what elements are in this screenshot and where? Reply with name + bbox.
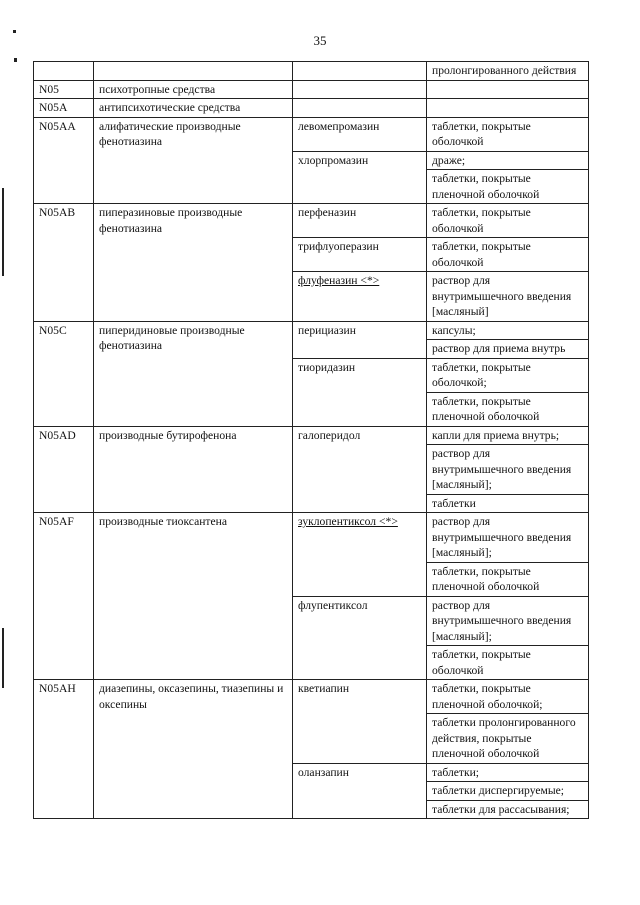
atc-code-cell: N05AB: [34, 204, 94, 322]
drug-name-cell: флуфеназин <*>: [293, 272, 427, 322]
pharmacological-group-cell: производные тиоксантена: [94, 513, 293, 680]
dosage-form-cell: [427, 80, 589, 99]
drug-name-cell: оланзапин: [293, 763, 427, 819]
dosage-form-cell: таблетки, покрытые пленочной оболочкой: [427, 562, 589, 596]
dosage-form-cell: таблетки, покрытые оболочкой: [427, 646, 589, 680]
dosage-form-cell: таблетки пролонгированного действия, покрытые пленочной оболочкой: [427, 714, 589, 764]
drug-name-cell: хлорпромазин: [293, 151, 427, 204]
drug-name-cell: флупентиксол: [293, 596, 427, 680]
page-number: 35: [313, 33, 327, 48]
dosage-form-cell: пролонгированного действия: [427, 62, 589, 81]
dosage-form-cell: капли для приема внутрь;: [427, 426, 589, 445]
dosage-form-cell: таблетки диспергируемые;: [427, 782, 589, 801]
dosage-form-cell: таблетки, покрытые оболочкой: [427, 204, 589, 238]
dosage-form-cell: таблетки, покрытые оболочкой: [427, 238, 589, 272]
dosage-form-cell: таблетки, покрытые пленочной оболочкой: [427, 392, 589, 426]
dosage-form-cell: таблетки, покрытые пленочной оболочкой: [427, 170, 589, 204]
drug-name-cell: левомепромазин: [293, 117, 427, 151]
pharmacological-group-cell: диазепины, оксазепины, тиазепины и оксепины: [94, 680, 293, 819]
dosage-form-cell: таблетки: [427, 494, 589, 513]
scan-artifact-mark: [2, 188, 4, 276]
drug-name-cell: тиоридазин: [293, 358, 427, 426]
table-row: [34, 321, 589, 340]
table-row: [34, 513, 589, 563]
dosage-form-cell: капсулы;: [427, 321, 589, 340]
dosage-form-cell: раствор для приема внутрь: [427, 340, 589, 359]
drug-name-cell: [293, 62, 427, 81]
dosage-form-cell: таблетки, покрытые пленочной оболочкой;: [427, 680, 589, 714]
drug-name-cell: перфеназин: [293, 204, 427, 238]
pharmacological-group-cell: пиперидиновые производные фенотиазина: [94, 321, 293, 426]
dosage-form-cell: раствор для внутримышечного введения [масляный]: [427, 272, 589, 322]
atc-code-cell: N05C: [34, 321, 94, 426]
dosage-form-cell: раствор для внутримышечного введения [масляный];: [427, 445, 589, 495]
drug-name-cell: перициазин: [293, 321, 427, 358]
drug-name-cell: зуклопентиксол <*>: [293, 513, 427, 597]
dosage-form-cell: таблетки;: [427, 763, 589, 782]
table-row: [34, 99, 589, 118]
table-row: [34, 80, 589, 99]
drug-classification-table: [33, 61, 589, 819]
table-row: [34, 426, 589, 445]
pharmacological-group-cell: антипсихотические средства: [94, 99, 293, 118]
scan-artifact-mark: [2, 628, 4, 688]
table-row: [34, 117, 589, 151]
atc-code-cell: [34, 62, 94, 81]
dosage-form-cell: таблетки, покрытые оболочкой: [427, 117, 589, 151]
pharmacological-group-cell: психотропные средства: [94, 80, 293, 99]
drug-name-cell: галоперидол: [293, 426, 427, 513]
atc-code-cell: N05AF: [34, 513, 94, 680]
pharmacological-group-cell: производные бутирофенона: [94, 426, 293, 513]
table-row: [34, 680, 589, 714]
table-body: [34, 62, 589, 819]
dosage-form-cell: таблетки для рассасывания;: [427, 800, 589, 819]
atc-code-cell: N05A: [34, 99, 94, 118]
pharmacological-group-cell: пиперазиновые производные фенотиазина: [94, 204, 293, 322]
dosage-form-cell: [427, 99, 589, 118]
drug-name-cell: [293, 99, 427, 118]
table-row: [34, 62, 589, 81]
atc-code-cell: N05AA: [34, 117, 94, 204]
drug-name-cell: трифлуоперазин: [293, 238, 427, 272]
table-row: [34, 204, 589, 238]
dosage-form-cell: драже;: [427, 151, 589, 170]
atc-code-cell: N05AD: [34, 426, 94, 513]
dosage-form-cell: таблетки, покрытые оболочкой;: [427, 358, 589, 392]
dosage-form-cell: раствор для внутримышечного введения [масляный];: [427, 596, 589, 646]
scan-artifact-mark: [13, 30, 16, 33]
pharmacological-group-cell: алифатические производные фенотиазина: [94, 117, 293, 204]
drug-name-cell: кветиапин: [293, 680, 427, 764]
dosage-form-cell: раствор для внутримышечного введения [масляный];: [427, 513, 589, 563]
scan-artifact-mark: [14, 58, 17, 62]
pharmacological-group-cell: [94, 62, 293, 81]
drug-name-cell: [293, 80, 427, 99]
atc-code-cell: N05: [34, 80, 94, 99]
atc-code-cell: N05AH: [34, 680, 94, 819]
